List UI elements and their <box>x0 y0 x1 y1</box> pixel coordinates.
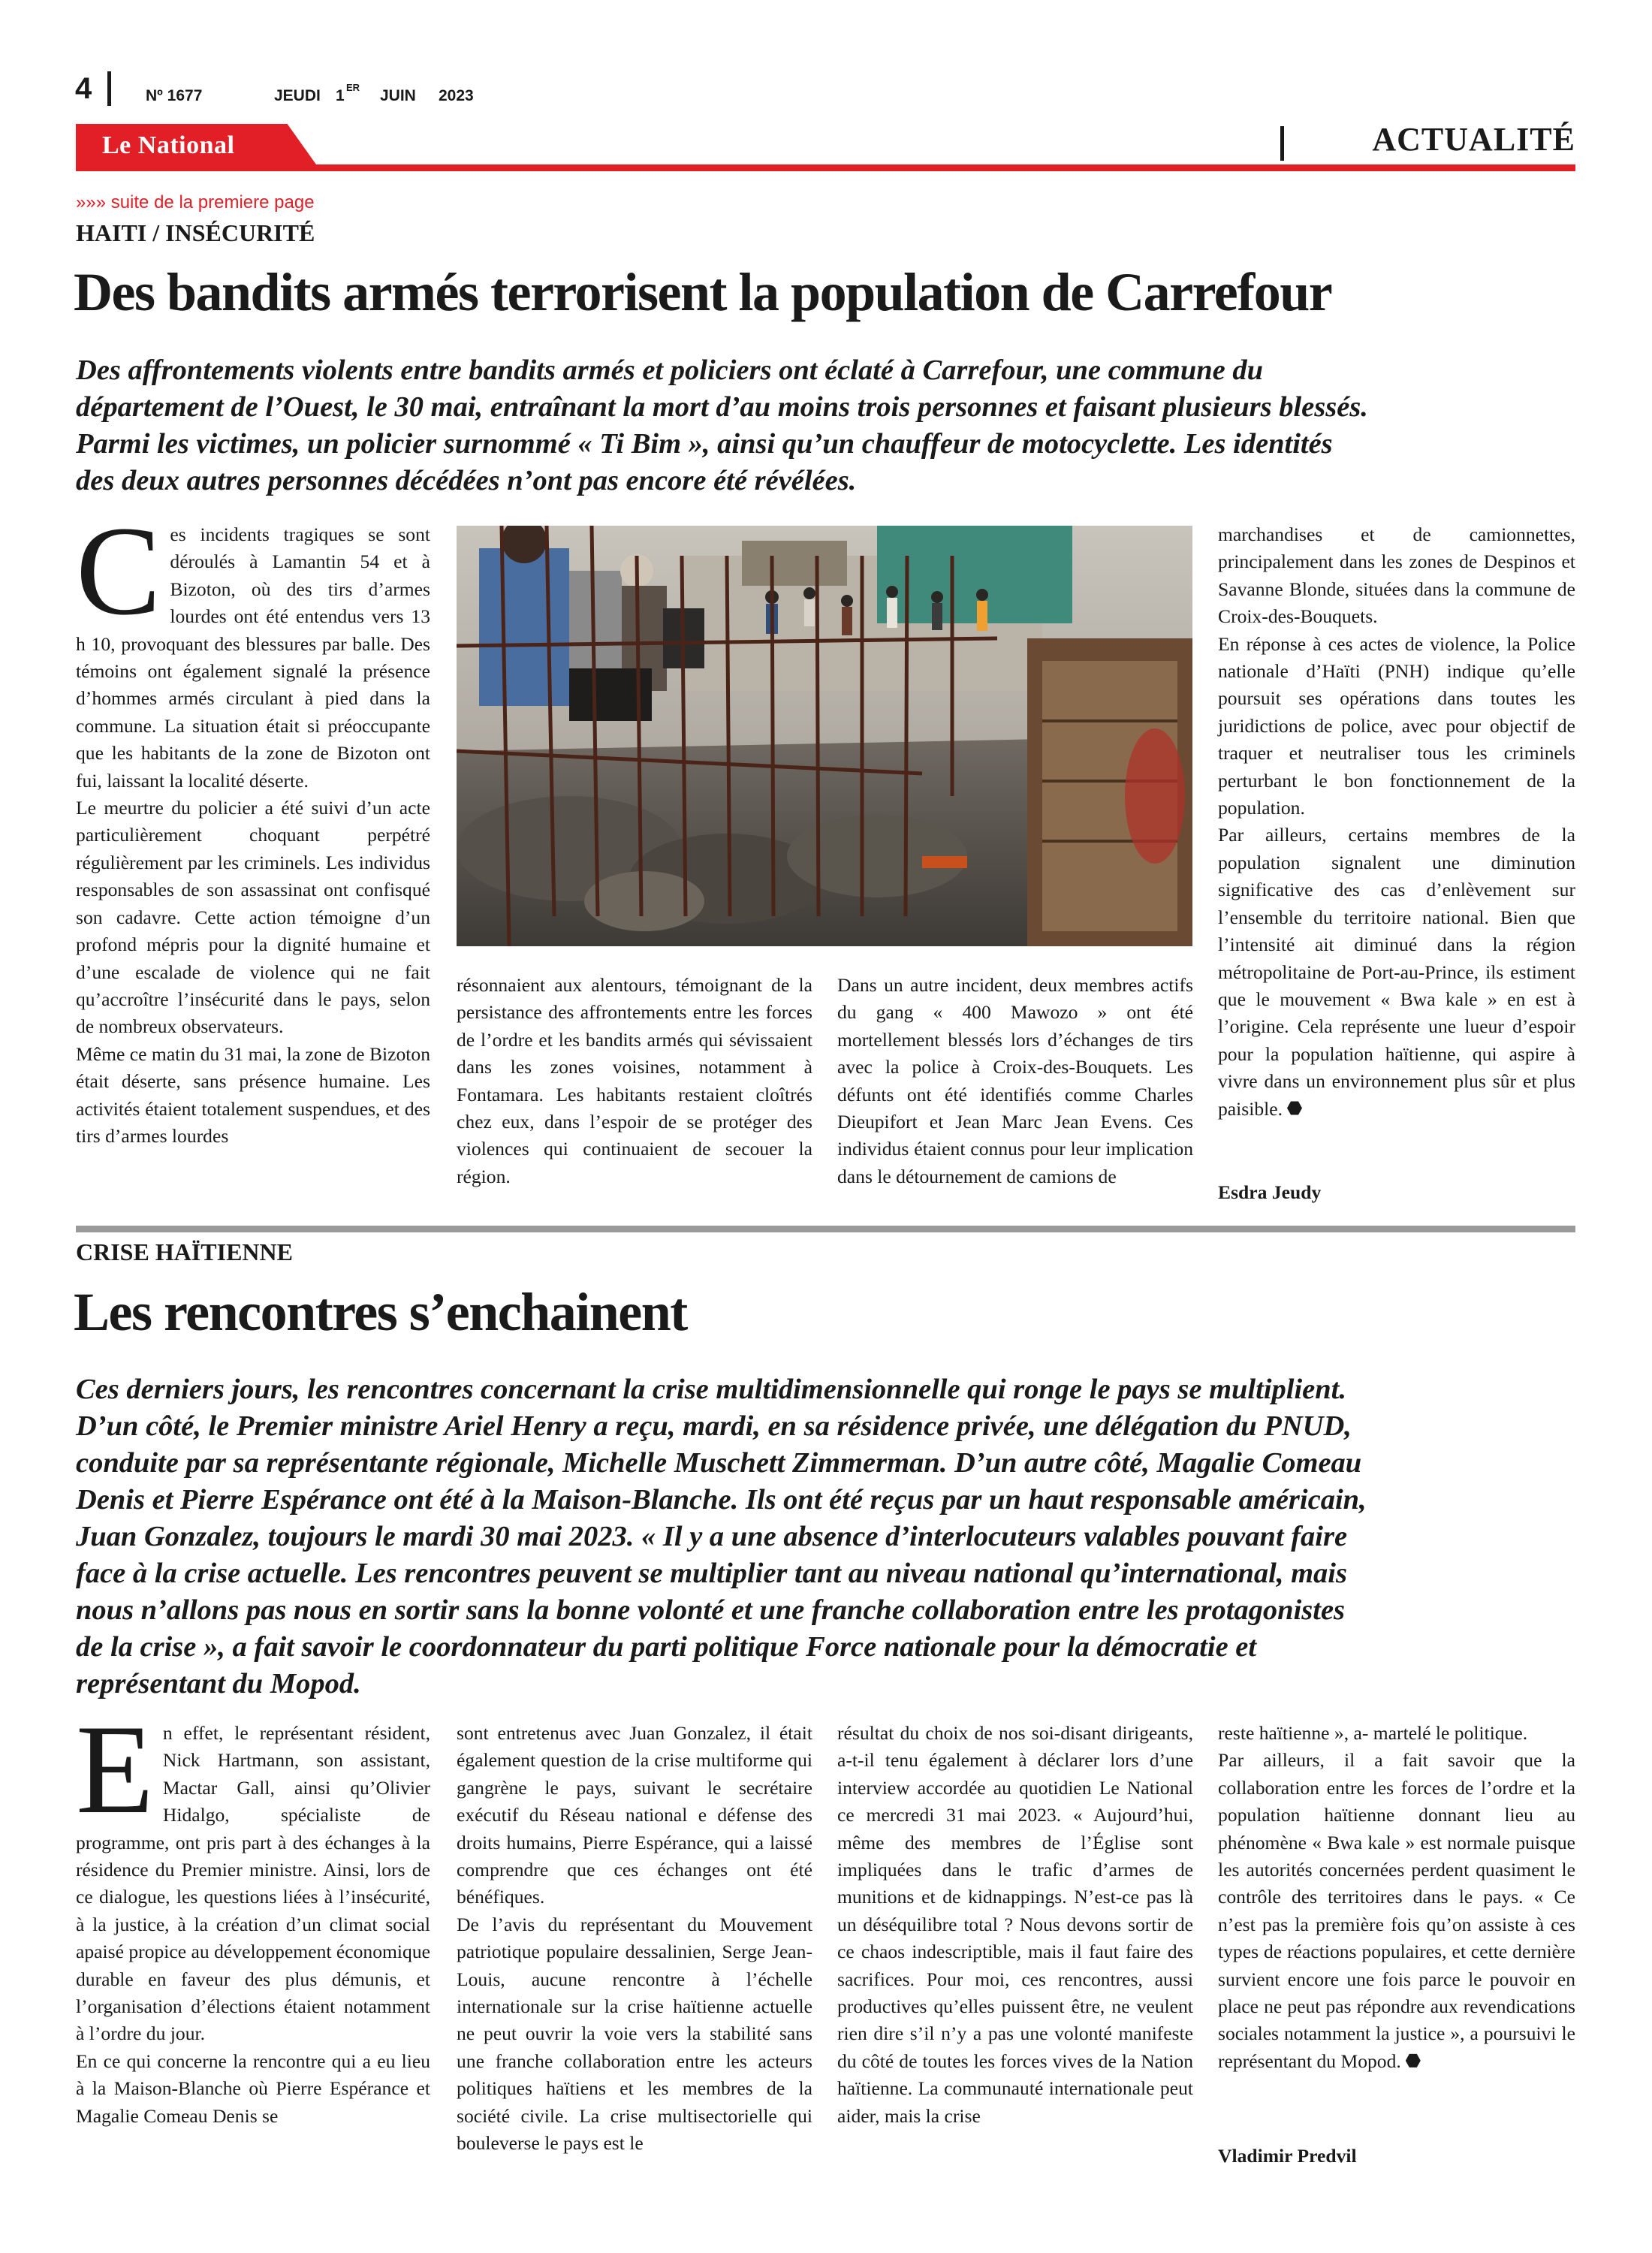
paragraph-text: Par ailleurs, certains membres de la population signalent une diminution significative des cas d’enlèvement sur l’ensemble du territoire national. Bien que l’intensité ait diminué dans la région métropolitaine de Port-au-Prince, ils estiment que le mouvement « Bwa kale » en est à l’origine. Cela représente une lueur d’espoir pour la population haïtienne, qui aspire à vivre dans un environnement plus sûr et plus paisible. <box>1218 824 1575 1120</box>
dropcap: E <box>76 1699 154 1840</box>
paragraph: Dans un autre incident, deux membres actifs du gang « 400 Mawozo » ont été mortellement blessés lors d’échanges de tirs avec la police à Croix-des-Bouquets. Les défunts ont été identifiés comme Charles Dieupifort et Jean Marc Jean Evens. Ces individus étaient connus pour leur implication dans le détournement de camions de <box>837 974 1193 1187</box>
brand-logo: Le National <box>102 131 235 159</box>
date-day: JEUDI <box>274 87 321 104</box>
paragraph: En ce qui concerne la rencontre qui a eu lieu à la Maison-Blanche où Pierre Espérance et Magalie Comeau Denis se <box>76 2049 430 2127</box>
lede-line: conduite par sa représentante régionale, Michelle Muschett Zimmerman. D’un autre côté, Magalie Comeau <box>76 1447 1362 1479</box>
lede-line: Juan Gonzalez, toujours le mardi 30 mai 2023. « Il y a une absence d’interlocuteurs valables pouvant faire <box>76 1521 1348 1552</box>
street-scene-photo <box>457 526 1192 946</box>
article2-column-2 <box>457 1720 812 2158</box>
paragraph: n effet, le représentant résident, Nick Hartmann, son assistant, Mactar Gall, ainsi qu’Olivier Hidalgo, spécialiste de programme, ont pris part à des échanges à la résidence du Premier ministre. Ainsi, lors de ce dialogue, les questions liées à l’insécurité, à la justice, à la création d’un climat social apaisé propice au développement économique durable en faveur des plus démunis, et l’organisation d’élections étaient notamment à l’ordre du jour. <box>76 1722 430 2045</box>
paragraph: sont entretenus avec Juan Gonzalez, il était également question de la crise multiforme qui gangrène le pays, suivant le secrétaire exécutif du Réseau national e défense des droits humains, Pierre Espérance, qui a laissé comprendre que ces échanges ont été bénéfiques. <box>457 1722 812 1908</box>
end-mark-icon <box>1406 2053 1421 2068</box>
paragraph: En réponse à ces actes de violence, la Police nationale d’Haïti (PNH) indique qu’elle poursuit ses opérations dans toutes les juridictions de police, avec pour objectif de traquer et neutraliser tous les criminels perturbant le bon fonctionnement de la population. <box>1218 632 1575 819</box>
end-mark-icon <box>1287 1101 1302 1116</box>
article1-column-1 <box>76 500 430 1150</box>
article2-column-4 <box>1218 1720 1575 2075</box>
article2-kicker: CRISE HAÏTIENNE <box>76 1238 293 1265</box>
page-number-divider <box>107 71 111 106</box>
article2-byline: Vladimir Predvil <box>1218 2145 1357 2167</box>
paragraph: résonnaient aux alentours, témoignant de la persistance des affrontements entre les forces de l’ordre et les bandits armés qui sévissaient dans les zones voisines, notamment à Fontamara. Les habitants restaient cloîtrés chez eux, dans l’espoir de se protéger des violences qui continuaient de secouer la région. <box>457 974 812 1187</box>
lede-line: face à la crise actuelle. Les rencontres peuvent se multiplier tant au niveau national qu’international, mais <box>76 1558 1347 1589</box>
issue-number: Nº 1677 <box>146 87 203 104</box>
paragraph: reste haïtienne », a- martelé le politique. <box>1218 1722 1528 1744</box>
paragraph-text: Par ailleurs, il a fait savoir que la collaboration entre les forces de l’ordre et la population haïtienne donnant lieu au phénomène « Bwa kale » est normale puisque les autorités concernées perdent quasiment le contrôle des territoires dans le pays. « Ce n’est pas la première fois qu’on assiste à ces types de réactions populaires, et cette dernière survient encore une fois parce le pouvoir en place ne peut pas répondre aux revendications sociales notamment la justice », a poursuivi le représentant du Mopod. <box>1218 1749 1575 2072</box>
lede-line: de la crise », a fait savoir le coordonnateur du parti politique Force nationale pour la démocratie et <box>76 1631 1257 1663</box>
paragraph <box>1218 822 1575 1122</box>
paragraph: De l’avis du représentant du Mouvement patriotique populaire dessalinien, Serge Jean-Louis, aucune rencontre à l’échelle internationale sur la crise haïtienne actuelle ne peut ouvrir la voie vers la stabilité sans une franche collaboration entre les acteurs politiques haïtiens et les membres de la société civile. La crise multisectorielle qui bouleverse le pays est le <box>457 1913 812 2155</box>
article1-lede <box>76 352 1575 499</box>
dropcap: C <box>76 500 161 641</box>
section-divider <box>1280 126 1284 161</box>
paragraph: Le meurtre du policier a été suivi d’un acte particulièrement choquant perpétré régulièrement par les criminels. Les individus responsables de son assassinat ont confisqué son cadavre. Cette action témoigne d’un profond mépris pour la dignité humaine et d’une escalade de violence qui ne fait qu’accroître l’insécurité dans le pays, selon de nombreux observateurs. <box>76 797 430 1038</box>
paragraph: es incidents tragiques se sont déroulés à Lamantin 54 et à Bizoton, où des tirs d’armes lourdes ont été entendus vers 13 h 10, provoquant des blessures par balle. Des témoins ont également signalé la présence d’hommes armés circulant à pied dans la commune. La situation était si préoccupante que les habitants de la zone de Bizoton ont fui, laissant la localité déserte. <box>76 523 430 792</box>
article-divider <box>76 1226 1575 1232</box>
article2-lede <box>76 1371 1575 1703</box>
article2-column-3 <box>837 1720 1193 2130</box>
lede-line: Denis et Pierre Espérance ont été à la Maison-Blanche. Ils ont été reçus par un haut responsable américain, <box>76 1484 1367 1516</box>
article1-byline: Esdra Jeudy <box>1218 1181 1322 1203</box>
article2-column-1 <box>76 1699 430 2130</box>
lede-line: des deux autres personnes décédées n’ont pas encore été révélées. <box>76 465 857 496</box>
lede-line: Ces derniers jours, les rencontres concernant la crise multidimensionnelle qui ronge le pays se multiplient. <box>76 1374 1346 1405</box>
date-num: 1 <box>336 87 345 104</box>
lede-line: Parmi les victimes, un policier surnommé « Ti Bim », ainsi qu’un chauffeur de motocyclette. Les identités <box>76 428 1333 460</box>
lede-line: Des affrontements violents entre bandits armés et policiers ont éclaté à Carrefour, une commune du <box>76 354 1264 386</box>
article1-column-2 <box>457 972 812 1190</box>
page-number: 4 <box>75 72 92 105</box>
lede-line: représentant du Mopod. <box>76 1668 361 1700</box>
article2-title: Les rencontres s’enchainent <box>74 1282 687 1342</box>
date-sup: ER <box>346 82 360 93</box>
date-year: 2023 <box>439 87 474 104</box>
lede-line: département de l’Ouest, le 30 mai, entraînant la mort d’au moins trois personnes et faisant plusieurs blessés. <box>76 391 1368 423</box>
lede-line: D’un côté, le Premier ministre Ariel Henry a reçu, mardi, en sa résidence privée, une délégation du PNUD, <box>76 1410 1352 1442</box>
paragraph: résultat du choix de nos soi-disant dirigeants, a-t-il tenu également à déclarer lors d’une interview accordée au quotidien Le National ce mercredi 31 mai 2023. « Aujourd’hui, même des membres de l’Église sont impliquées dans le trafic d’armes de munitions et de kidnappings. N’est-ce pas là un déséquilibre total ? Nous devons sortir de ce chaos indescriptible, mais il faut faire des sacrifices. Pour moi, ces rencontres, aussi productives qu’elles puissent être, ne veulent rien dire s’il n’y a pas une volonté manifeste du côté de toutes les forces vives de la Nation haïtienne. La communauté internationale peut aider, mais la crise <box>837 1722 1193 2127</box>
header-rule <box>76 164 1575 171</box>
paragraph <box>1218 1747 1575 2075</box>
article1-column-4 <box>1218 521 1575 1123</box>
section-label: ACTUALITÉ <box>1372 121 1575 158</box>
continued-link[interactable]: »»» suite de la premiere page <box>76 192 315 213</box>
date-month: JUIN <box>380 87 416 104</box>
article1-column-3 <box>837 972 1193 1190</box>
paragraph: marchandises et de camionnettes, principalement dans les zones de Despinos et Savanne Blonde, situées dans la commune de Croix-des-Bouquets. <box>1218 523 1575 628</box>
article1-kicker: HAITI / INSÉCURITÉ <box>76 219 315 246</box>
paragraph: Même ce matin du 31 mai, la zone de Bizoton était déserte, sans présence humaine. Les activités étaient totalement suspendues, et des tirs d’armes lourdes <box>76 1042 430 1147</box>
article1-title: Des bandits armés terrorisent la population de Carrefour <box>74 262 1332 322</box>
lede-line: nous n’allons pas nous en sortir sans la bonne volonté et une franche collaboration entre les protagonistes <box>76 1594 1346 1626</box>
article-photo <box>457 526 1192 946</box>
